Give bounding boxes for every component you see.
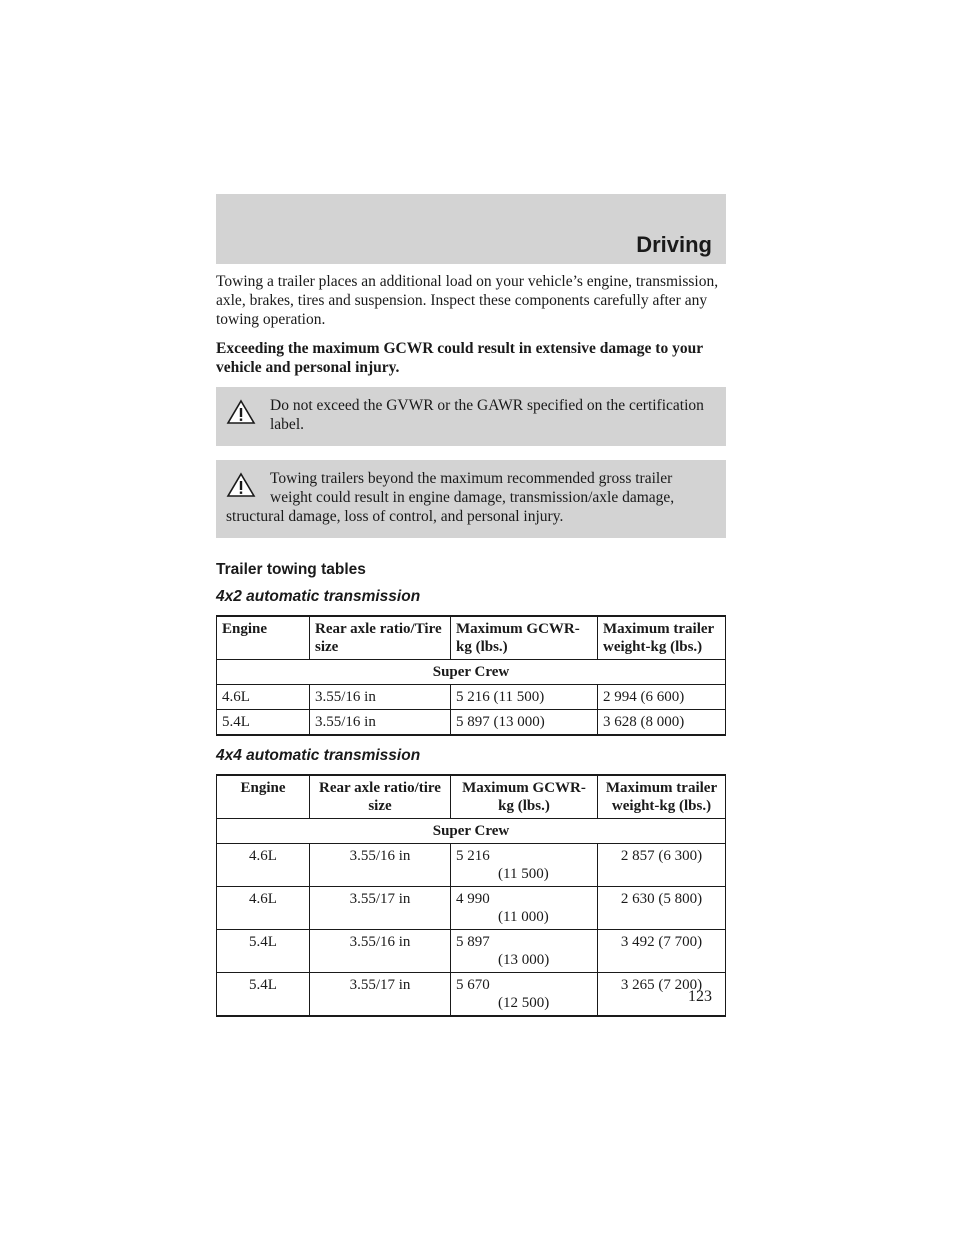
column-header: Maximum GCWR-kg (lbs.) bbox=[451, 775, 598, 819]
warning-box-trailer-weight bbox=[216, 460, 726, 538]
table-cell: 3.55/17 in bbox=[310, 887, 451, 930]
table-cell: 5 216 (11 500) bbox=[451, 685, 598, 710]
table-row bbox=[217, 887, 726, 930]
header-band bbox=[216, 194, 726, 264]
column-header: Maximum trailer weight-kg (lbs.) bbox=[598, 775, 726, 819]
gcwr-warning-paragraph: Exceeding the maximum GCWR could result in extensive damage to your vehicle and personal injury. bbox=[216, 340, 703, 376]
warning-text-gvwr: Do not exceed the GVWR or the GAWR specified on the certification label. bbox=[270, 397, 704, 433]
table-cell: 4.6L bbox=[217, 685, 310, 710]
warning-triangle-icon bbox=[226, 472, 256, 498]
table-cell: 2 630 (5 800) bbox=[598, 887, 726, 930]
group-label: Super Crew bbox=[217, 660, 726, 685]
table-cell: 5.4L bbox=[217, 710, 310, 736]
table-group-row bbox=[217, 660, 726, 685]
table-cell bbox=[451, 973, 598, 1017]
table-cell: 5 897 (13 000) bbox=[451, 710, 598, 736]
column-header: Engine bbox=[217, 775, 310, 819]
towing-table-4x4 bbox=[216, 774, 726, 1017]
table-cell: 3.55/16 in bbox=[310, 685, 451, 710]
intro-paragraph: Towing a trailer places an additional load on your vehicle’s engine, transmission, axle, brakes, tires and suspension. Inspect these components carefully after any towing operation. bbox=[216, 273, 719, 328]
table-cell: 5.4L bbox=[217, 930, 310, 973]
column-header: Maximum trailer weight-kg (lbs.) bbox=[598, 616, 726, 660]
warning-text-trailer-line1: Towing trailers beyond the maximum recommended gross trailer weight could result in engine damage, transmission/axle damage, bbox=[270, 470, 675, 506]
warning-text-trailer-rest: structural damage, loss of control, and personal injury. bbox=[226, 508, 564, 525]
column-header: Rear axle ratio/tire size bbox=[310, 775, 451, 819]
table-row bbox=[217, 710, 726, 736]
gcwr-lbs: (11 500) bbox=[498, 866, 549, 882]
table-row bbox=[217, 844, 726, 887]
table-cell: 3.55/16 in bbox=[310, 710, 451, 736]
column-header: Rear axle ratio/Tire size bbox=[310, 616, 451, 660]
table-cell: 3.55/16 in bbox=[310, 844, 451, 887]
table-cell: 2 857 (6 300) bbox=[598, 844, 726, 887]
table-cell: 4.6L bbox=[217, 887, 310, 930]
gcwr-lbs: (12 500) bbox=[498, 995, 550, 1011]
table1-title: 4x2 automatic transmission bbox=[216, 588, 421, 605]
table-cell: 3 628 (8 000) bbox=[598, 710, 726, 736]
table-header-row bbox=[217, 775, 726, 819]
column-header: Maximum GCWR-kg (lbs.) bbox=[451, 616, 598, 660]
gcwr-lbs: (13 000) bbox=[498, 952, 550, 968]
table-cell: 3.55/17 in bbox=[310, 973, 451, 1017]
table-header-row bbox=[217, 616, 726, 660]
table-cell bbox=[451, 844, 598, 887]
table-cell: 3.55/16 in bbox=[310, 930, 451, 973]
column-header: Engine bbox=[217, 616, 310, 660]
table2-title: 4x4 automatic transmission bbox=[216, 747, 421, 764]
warning-box-gvwr bbox=[216, 387, 726, 446]
table-row bbox=[217, 685, 726, 710]
gcwr-kg: 5 216 bbox=[456, 848, 490, 864]
page-number: 123 bbox=[688, 988, 712, 1005]
gcwr-kg: 5 670 bbox=[456, 977, 490, 993]
table-row bbox=[217, 973, 726, 1017]
gcwr-lbs: (11 000) bbox=[498, 909, 549, 925]
group-label: Super Crew bbox=[217, 819, 726, 844]
table-cell bbox=[451, 930, 598, 973]
table-cell: 3 492 (7 700) bbox=[598, 930, 726, 973]
table-cell bbox=[451, 887, 598, 930]
towing-table-4x2 bbox=[216, 615, 726, 736]
page-content bbox=[216, 272, 726, 1027]
table-cell: 3 265 (7 200) bbox=[598, 973, 726, 1017]
table-row bbox=[217, 930, 726, 973]
table-cell: 5.4L bbox=[217, 973, 310, 1017]
warning-triangle-icon bbox=[226, 399, 256, 425]
gcwr-kg: 4 990 bbox=[456, 891, 490, 907]
gcwr-kg: 5 897 bbox=[456, 934, 490, 950]
header-title: Driving bbox=[636, 232, 712, 257]
table-group-row bbox=[217, 819, 726, 844]
section-title: Trailer towing tables bbox=[216, 561, 366, 578]
table-cell: 4.6L bbox=[217, 844, 310, 887]
table-cell: 2 994 (6 600) bbox=[598, 685, 726, 710]
